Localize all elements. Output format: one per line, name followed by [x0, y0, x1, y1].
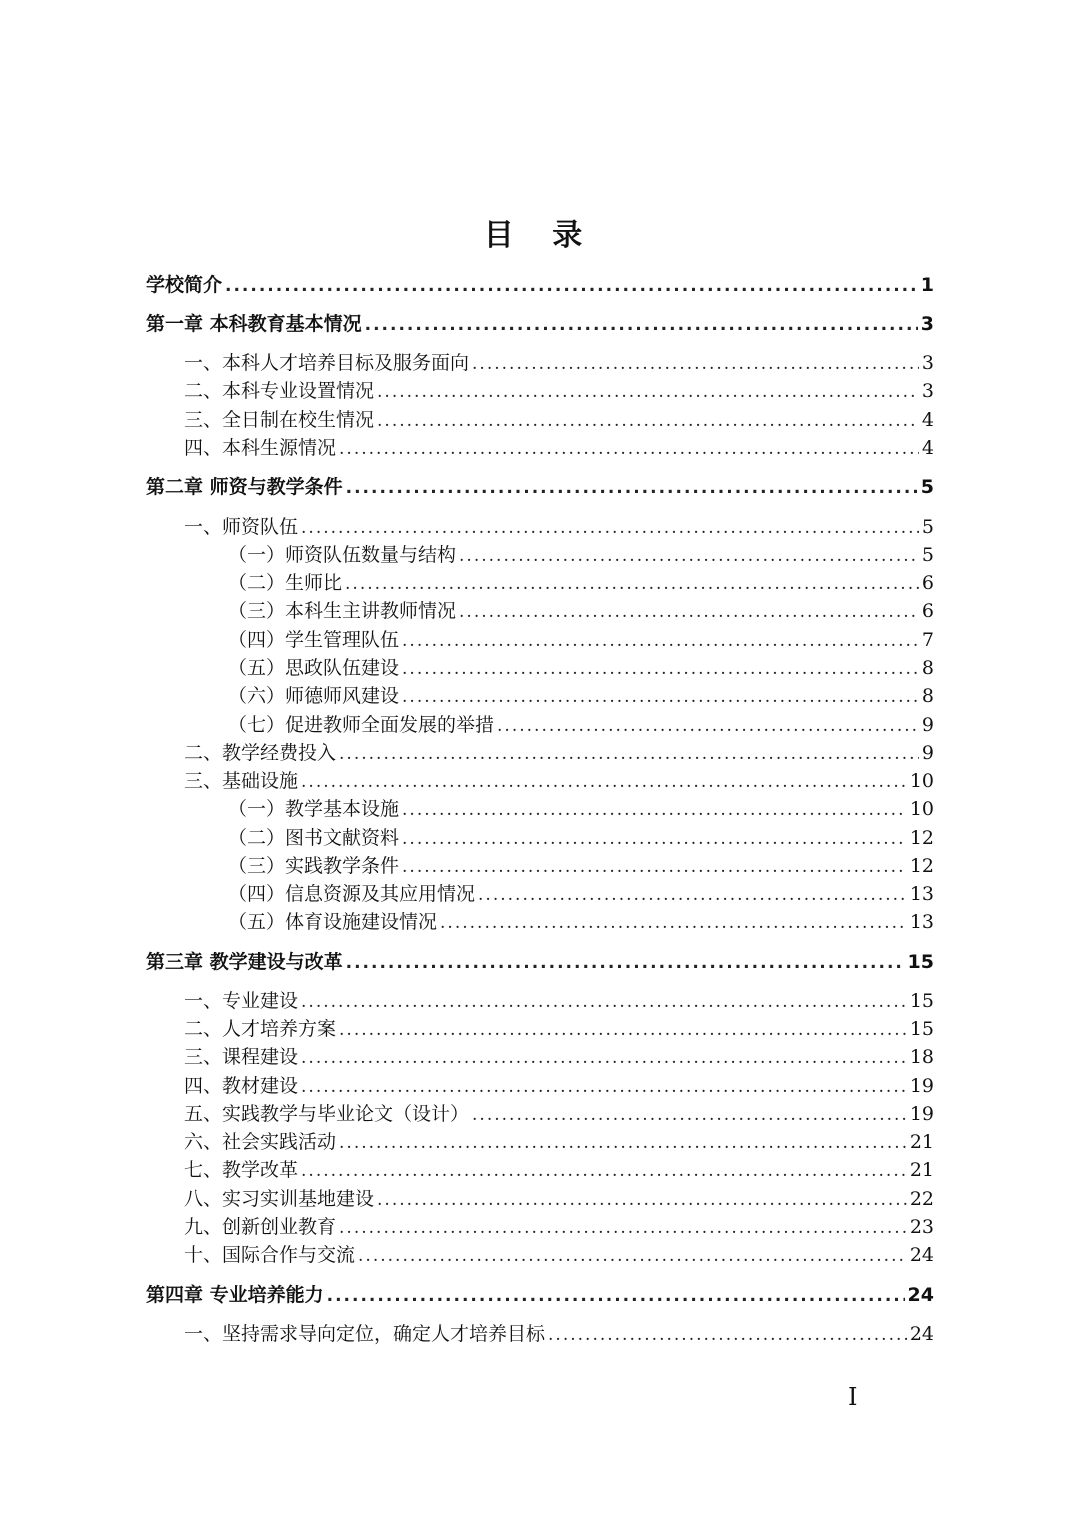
toc-entry-title: 六、社会实践活动 — [184, 1131, 337, 1153]
toc-entry-page: 5 — [921, 516, 934, 538]
toc-chapter-entry[interactable] — [146, 472, 934, 502]
toc-entry-title: 第一章 本科教育基本情况 — [146, 313, 362, 335]
toc-entry-page: 12 — [909, 855, 934, 877]
toc-dot-leader — [346, 953, 905, 973]
toc-dot-leader — [377, 1190, 907, 1210]
toc-dot-leader — [472, 354, 919, 374]
toc-subsection-entry[interactable] — [228, 794, 934, 824]
toc-dot-leader — [472, 1105, 907, 1125]
toc-entry-title: 二、人才培养方案 — [184, 1018, 337, 1040]
toc-entry-page: 3 — [921, 380, 934, 402]
toc-dot-leader — [339, 1218, 907, 1238]
toc-entry-page: 18 — [909, 1046, 934, 1068]
toc-entry-page: 24 — [907, 1284, 934, 1306]
toc-entry-title: 一、本科人才培养目标及服务面向 — [184, 352, 470, 374]
toc-entry-page: 19 — [909, 1103, 934, 1125]
toc-entry-page: 9 — [921, 742, 934, 764]
toc-section-entry[interactable] — [184, 433, 934, 463]
toc-section-entry[interactable] — [184, 1127, 934, 1157]
toc-dot-leader — [301, 1161, 907, 1181]
toc-entry-page: 8 — [921, 657, 934, 679]
toc-entry-title: 四、教材建设 — [184, 1075, 299, 1097]
toc-entry-page: 13 — [909, 911, 934, 933]
toc-entry-page: 3 — [920, 313, 934, 335]
toc-entry-page: 24 — [909, 1323, 934, 1345]
toc-section-entry[interactable] — [184, 1155, 934, 1185]
toc-entry-title: （五）体育设施建设情况 — [228, 911, 438, 933]
toc-subsection-entry[interactable] — [228, 823, 934, 853]
toc-dot-leader — [339, 744, 919, 764]
toc-entry-title: 三、课程建设 — [184, 1046, 299, 1068]
toc-entry-title: （二）生师比 — [228, 572, 343, 594]
toc-entry-title: 三、基础设施 — [184, 770, 299, 792]
toc-entry-page: 4 — [921, 437, 934, 459]
toc-subsection-entry[interactable] — [228, 625, 934, 655]
toc-entry-title: 第三章 教学建设与改革 — [146, 951, 343, 973]
toc-dot-leader — [301, 772, 907, 792]
toc-entry-title: 七、教学改革 — [184, 1159, 299, 1181]
toc-section-entry[interactable] — [184, 1071, 934, 1101]
toc-entry-title: 八、实习实训基地建设 — [184, 1188, 375, 1210]
toc-chapter-entry[interactable] — [146, 270, 934, 300]
toc-dot-leader — [358, 1246, 907, 1266]
toc-dot-leader — [301, 1077, 907, 1097]
toc-entry-title: 四、本科生源情况 — [184, 437, 337, 459]
toc-subsection-entry[interactable] — [228, 653, 934, 683]
toc-entry-title: （六）师德师风建设 — [228, 685, 400, 707]
toc-entry-page: 23 — [909, 1216, 934, 1238]
toc-dot-leader — [365, 315, 918, 335]
toc-entry-title: 一、坚持需求导向定位，确定人才培养目标 — [184, 1323, 546, 1345]
toc-entry-page: 5 — [921, 544, 934, 566]
toc-dot-leader — [402, 659, 919, 679]
toc-entry-title: （五）思政队伍建设 — [228, 657, 400, 679]
toc-entry-title: （四）信息资源及其应用情况 — [228, 883, 476, 905]
toc-entry-title: 九、创新创业教育 — [184, 1216, 337, 1238]
toc-section-entry[interactable] — [184, 1099, 934, 1129]
toc-section-entry[interactable] — [184, 1184, 934, 1214]
toc-dot-leader — [339, 1133, 907, 1153]
toc-subsection-entry[interactable] — [228, 681, 934, 711]
toc-entry-page: 15 — [909, 990, 934, 1012]
toc-dot-leader — [440, 913, 907, 933]
toc-dot-leader — [548, 1325, 907, 1345]
toc-entry-title: 一、专业建设 — [184, 990, 299, 1012]
toc-section-entry[interactable] — [184, 405, 934, 435]
toc-entry-page: 21 — [909, 1131, 934, 1153]
toc-entry-page: 9 — [921, 714, 934, 736]
toc-dot-leader — [301, 1048, 907, 1068]
toc-subsection-entry[interactable] — [228, 568, 934, 598]
toc-entry-page: 3 — [921, 352, 934, 374]
toc-entry-title: （七）促进教师全面发展的举措 — [228, 714, 495, 736]
toc-entry-title: 第二章 师资与教学条件 — [146, 476, 343, 498]
toc-dot-leader — [301, 518, 919, 538]
toc-entry-title: （二）图书文献资料 — [228, 827, 400, 849]
toc-dot-leader — [377, 382, 919, 402]
toc-entry-page: 12 — [909, 827, 934, 849]
toc-entry-title: 学校简介 — [146, 274, 223, 296]
toc-entry-title: 五、实践教学与毕业论文（设计） — [184, 1103, 470, 1125]
toc-entry-page: 24 — [909, 1244, 934, 1266]
toc-dot-leader — [402, 857, 907, 877]
toc-entry-page: 19 — [909, 1075, 934, 1097]
toc-entry-page: 22 — [909, 1188, 934, 1210]
toc-dot-leader — [459, 546, 919, 566]
toc-entry-page: 13 — [909, 883, 934, 905]
toc-section-entry[interactable] — [184, 1240, 934, 1270]
toc-section-entry[interactable] — [184, 738, 934, 768]
toc-subsection-entry[interactable] — [228, 851, 934, 881]
toc-entry-page: 6 — [921, 572, 934, 594]
toc-dot-leader — [459, 602, 919, 622]
toc-entry-page: 21 — [909, 1159, 934, 1181]
toc-section-entry[interactable] — [184, 986, 934, 1016]
toc-dot-leader — [377, 411, 919, 431]
toc-section-entry[interactable] — [184, 512, 934, 542]
toc-section-entry[interactable] — [184, 1212, 934, 1242]
toc-dot-leader — [478, 885, 907, 905]
toc-entry-page: 5 — [920, 476, 934, 498]
toc-subsection-entry[interactable] — [228, 907, 934, 937]
toc-entry-page: 15 — [909, 1018, 934, 1040]
toc-dot-leader — [402, 687, 919, 707]
toc-dot-leader — [301, 992, 907, 1012]
toc-dot-leader — [402, 829, 907, 849]
toc-entry-page: 8 — [921, 685, 934, 707]
toc-entry-title: 十、国际合作与交流 — [184, 1244, 356, 1266]
toc-dot-leader — [346, 478, 918, 498]
toc-dot-leader — [497, 716, 919, 736]
page-number: I — [848, 1383, 858, 1411]
toc-entry-title: （一）师资队伍数量与结构 — [228, 544, 457, 566]
toc-dot-leader — [327, 1286, 905, 1306]
toc-chapter-entry[interactable] — [146, 1280, 934, 1310]
toc-entry-title: （三）本科生主讲教师情况 — [228, 600, 457, 622]
toc-section-entry[interactable] — [184, 1319, 934, 1349]
toc-entry-title: 第四章 专业培养能力 — [146, 1284, 324, 1306]
toc-entry-title: 二、教学经费投入 — [184, 742, 337, 764]
toc-subsection-entry[interactable] — [228, 710, 934, 740]
toc-entry-page: 7 — [921, 629, 934, 651]
toc-dot-leader — [345, 574, 919, 594]
toc-chapter-entry[interactable] — [146, 309, 934, 339]
toc-dot-leader — [402, 800, 907, 820]
toc-dot-leader — [225, 276, 918, 296]
toc-entry-title: 一、师资队伍 — [184, 516, 299, 538]
toc-subsection-entry[interactable] — [228, 540, 934, 570]
toc-entry-page: 15 — [907, 951, 934, 973]
toc-entry-page: 6 — [921, 600, 934, 622]
toc-section-entry[interactable] — [184, 348, 934, 378]
toc-entry-title: （三）实践教学条件 — [228, 855, 400, 877]
toc-dot-leader — [402, 631, 919, 651]
toc-subsection-entry[interactable] — [228, 879, 934, 909]
toc-section-entry[interactable] — [184, 766, 934, 796]
toc-entry-page: 10 — [909, 798, 934, 820]
toc-entry-title: （一）教学基本设施 — [228, 798, 400, 820]
toc-section-entry[interactable] — [184, 1014, 934, 1044]
toc-entry-title: 二、本科专业设置情况 — [184, 380, 375, 402]
toc-entry-page: 10 — [909, 770, 934, 792]
toc-subsection-entry[interactable] — [228, 596, 934, 626]
toc-entry-page: 1 — [920, 274, 934, 296]
page-title: 目 录 — [483, 218, 597, 253]
toc-dot-leader — [339, 1020, 907, 1040]
toc-entry-title: （四）学生管理队伍 — [228, 629, 400, 651]
toc-entry-title: 三、全日制在校生情况 — [184, 409, 375, 431]
toc-section-entry[interactable] — [184, 376, 934, 406]
toc-section-entry[interactable] — [184, 1042, 934, 1072]
toc-entry-page: 4 — [921, 409, 934, 431]
toc-dot-leader — [339, 439, 919, 459]
toc-chapter-entry[interactable] — [146, 947, 934, 977]
